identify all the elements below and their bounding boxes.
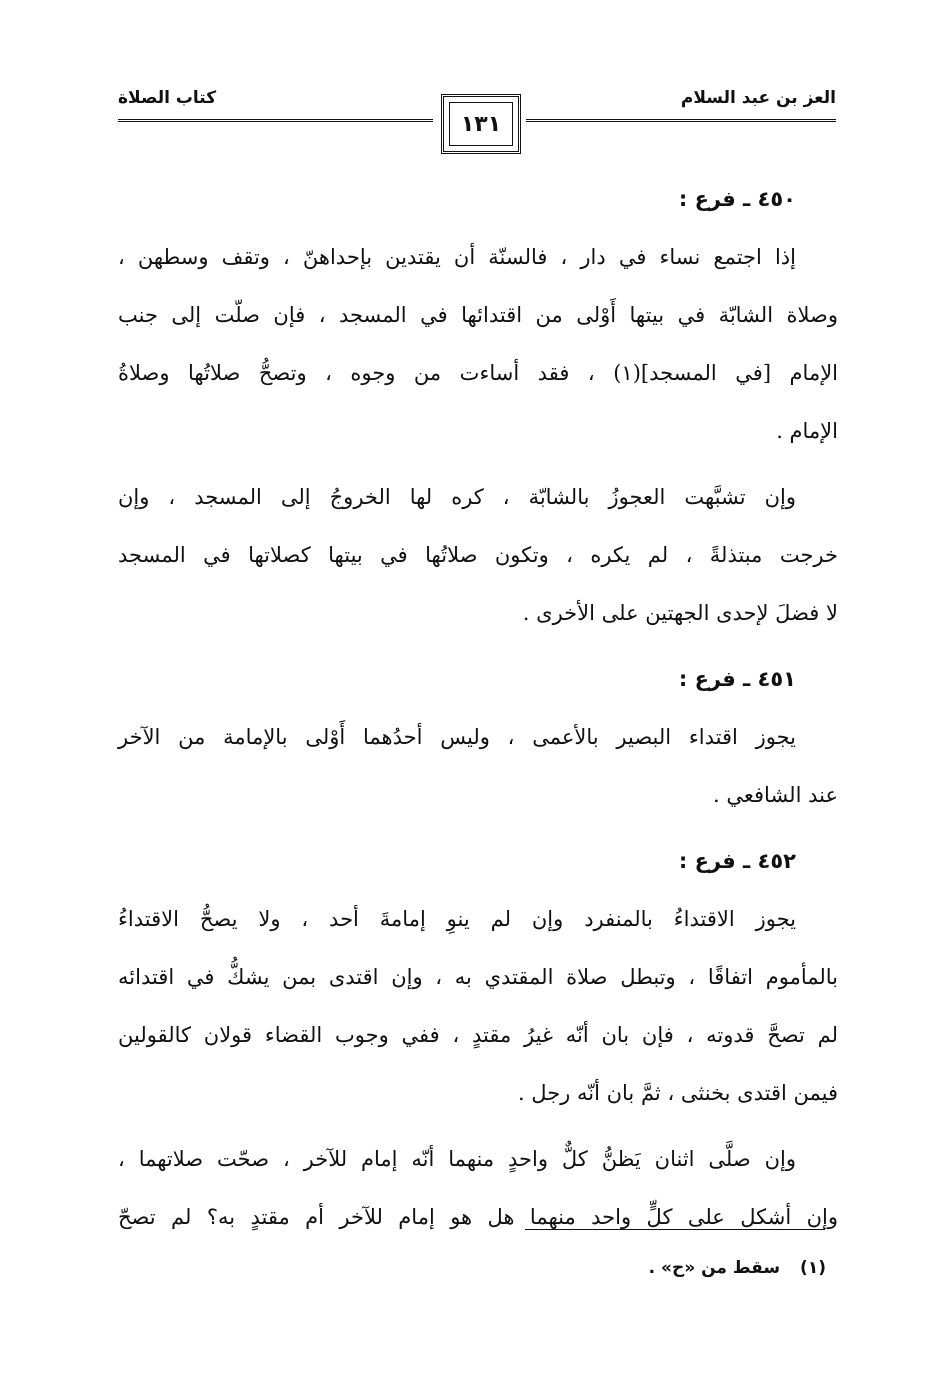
text-line: يجوز اقتداء البصير بالأعمى ، وليس أحدُهما أَوْلى بالإمامة من الآخر <box>118 725 796 749</box>
footnote <box>649 1258 826 1278</box>
text-line: وإن أشكل على كلٍّ واحد منهما هل هو إمام للآخر أم مقتدٍ به؟ لم تصحّ <box>118 1205 838 1229</box>
footnote-marker: (١) <box>800 1258 826 1278</box>
text-line: لم تصحَّ قدوته ، فإن بان أنّه غيرُ مقتدٍ ، ففي وجوب القضاء قولان كالقولين <box>118 1023 838 1047</box>
paragraph-452-1 <box>118 890 838 1122</box>
paragraph-450-1 <box>118 228 838 460</box>
section-heading-450: ٤٥٠ ـ فرع : <box>678 187 796 211</box>
footnote-text: سقط من «ح» . <box>648 1258 781 1278</box>
text-line: بالمأموم اتفاقًا ، وتبطل صلاة المقتدي به ، وإن اقتدى بمن يشكُّ في اقتدائه <box>118 965 838 989</box>
page-number: ١٣١ <box>460 111 502 137</box>
running-title-author: العز بن عبد السلام <box>680 88 836 108</box>
text-line: وإن صلَّى اثنان يَظنُّ كلٌّ واحدٍ منهما أنّه إمام للآخر ، صحّت صلاتهما ، <box>118 1147 796 1171</box>
text-line: يجوز الاقتداءُ بالمنفرد وإن لم ينوِ إمامةَ أحد ، ولا يصحُّ الاقتداءُ <box>118 907 796 931</box>
text-line: عند الشافعي . <box>713 783 838 807</box>
header-rule-right <box>526 119 836 122</box>
text-line: فيمن اقتدى بخنثى ، ثمَّ بان أنّه رجل . <box>517 1081 838 1105</box>
section-heading-452: ٤٥٢ ـ فرع : <box>678 849 796 873</box>
paragraph-450-2 <box>118 468 838 642</box>
running-title-book: كتاب الصلاة <box>118 88 217 108</box>
header-rule-left <box>118 119 433 122</box>
text-line: الإمام . <box>776 419 838 443</box>
page-body <box>118 170 838 1254</box>
text-line: وإن تشبَّهت العجوزُ بالشابّة ، كره لها الخروجُ إلى المسجد ، وإن <box>118 485 796 509</box>
page-number-frame <box>441 94 521 154</box>
text-line: إذا اجتمع نساء في دار ، فالسنّة أن يقتدين بإحداهنّ ، وتقف وسطهن ، <box>118 245 796 269</box>
page-header <box>118 78 836 158</box>
text-line: وصلاة الشابّة في بيتها أَوْلى من اقتدائها في المسجد ، فإن صلّت إلى جنب <box>118 303 838 327</box>
footnote-separator <box>525 1229 825 1230</box>
paragraph-451-1 <box>118 708 838 824</box>
text-line: الإمام [في المسجد](١) ، فقد أساءت من وجوه ، وتصحُّ صلاتُها وصلاةُ <box>118 361 839 385</box>
text-line: خرجت مبتذلةً ، لم يكره ، وتكون صلاتُها في بيتها كصلاتها في المسجد <box>118 543 838 567</box>
text-line: لا فضلَ لإحدى الجهتين على الأخرى . <box>522 601 838 625</box>
section-heading-451: ٤٥١ ـ فرع : <box>678 667 796 691</box>
